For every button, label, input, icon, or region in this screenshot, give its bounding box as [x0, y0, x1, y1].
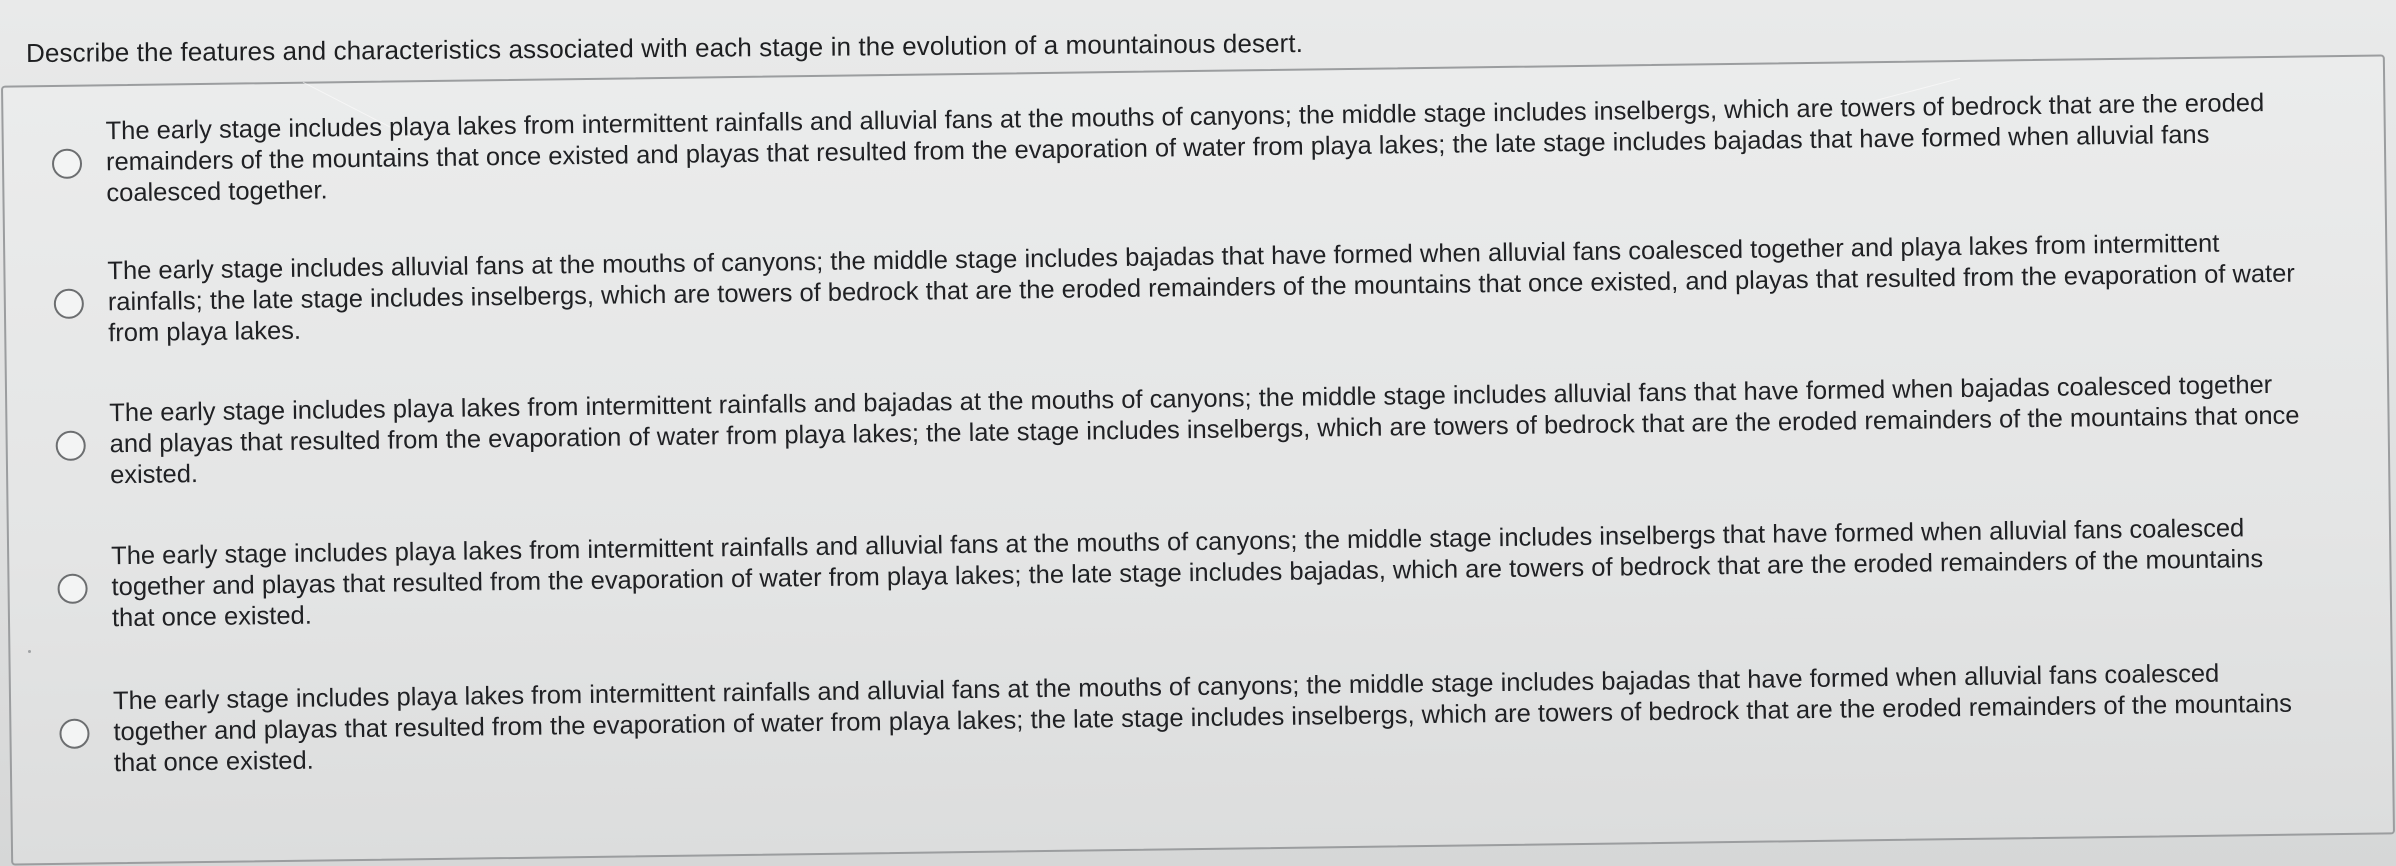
question-prompt: Describe the features and characteristics associated with each stage in the evolution of a mountainous desert.	[25, 27, 1304, 68]
answer-option-text: The early stage includes playa lakes from intermittent rainfalls and alluvial fans at the mouths of canyons; the middle stage includes inselbergs that have formed when alluvial fans coalesced together and playas that resulted from the evaporation of water from playa lakes; the late stage includes bajadas, which are towers of bedrock that are the eroded remainders of the mountains that once existed.	[110, 514, 2264, 633]
answer-option-4[interactable]	[57, 512, 2308, 634]
radio-button-icon[interactable]	[57, 573, 87, 603]
answer-option-1[interactable]	[51, 88, 2302, 210]
answer-option-text: The early stage includes playa lakes from intermittent rainfalls and alluvial fans at the mouths of canyons; the middle stage includes inselbergs, which are towers of bedrock that are the eroded remainders of the mountains that once existed and playas that resulted from the evaporation of water from playa lakes; the late stage includes bajadas that have formed when alluvial fans coalesced together.	[105, 89, 2265, 208]
answer-option-3[interactable]	[55, 370, 2306, 492]
answer-option-text: The early stage includes alluvial fans at the mouths of canyons; the middle stage includes bajadas that have formed when alluvial fans coalesced together and playa lakes from intermittent rainfalls; the late stage includes inselbergs, which are towers of bedrock that are the eroded remainders of the mountains that once existed, and playas that resulted from the evaporation of water from playa lakes.	[107, 229, 2296, 348]
screen-speck	[28, 650, 31, 653]
radio-button-icon[interactable]	[54, 288, 84, 318]
radio-button-icon[interactable]	[59, 718, 89, 748]
answer-option-5[interactable]	[59, 657, 2310, 779]
radio-button-icon[interactable]	[56, 430, 86, 460]
answer-option-text: The early stage includes playa lakes from intermittent rainfalls and alluvial fans at the mouths of canyons; the middle stage includes bajadas that have formed when alluvial fans coalesced together and playas that resulted from the evaporation of water from playa lakes; the late stage includes inselbergs, which are towers of bedrock that are the eroded remainders of the mountains that once existed.	[112, 659, 2293, 778]
radio-button-icon[interactable]	[52, 148, 82, 178]
answer-option-text: The early stage includes playa lakes from intermittent rainfalls and bajadas at the mouths of canyons; the middle stage includes alluvial fans that have formed when bajadas coalesced together and playas that resulted from the evaporation of water from playa lakes; the late stage includes inselbergs, which are towers of bedrock that are the eroded remainders of the mountains that once existed.	[109, 370, 2300, 490]
answer-options-box	[1, 54, 2395, 865]
answer-option-2[interactable]	[53, 228, 2304, 350]
